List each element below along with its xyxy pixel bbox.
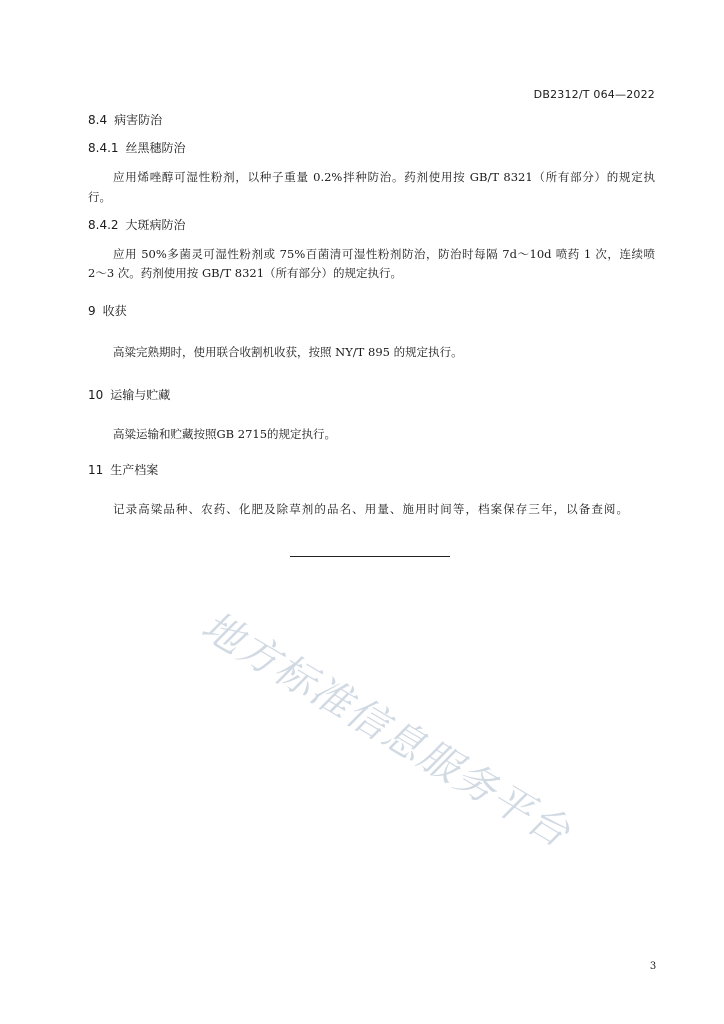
watermark-text: 地方标准信息服务平台 [193, 603, 579, 857]
section-number: 10 [88, 388, 104, 402]
section-heading-9 [88, 301, 127, 321]
section-heading-8-4 [88, 110, 162, 130]
paragraph-line: 高粱运输和贮藏按照GB 2715的规定执行。 [113, 427, 337, 441]
paragraph-line: 2～3 次。药剂使用按 GB/T 8321（所有部分）的规定执行。 [88, 266, 403, 280]
paragraph-line: 应用 50%多菌灵可湿性粉剂或 75%百菌清可湿性粉剂防治，防治时每隔 7d～10d 喷药 1 次，连续喷 [113, 247, 655, 261]
document-code-header: DB2312/T 064—2022 [533, 88, 655, 101]
section-number: 9 [88, 304, 96, 318]
section-title: 运输与贮藏 [110, 388, 171, 402]
page-number: 3 [649, 961, 657, 972]
paragraph-line: 高粱完熟期时，使用联合收割机收获，按照 NY/T 895 的规定执行。 [113, 345, 463, 359]
end-rule-divider [290, 556, 450, 557]
section-heading-10 [88, 385, 170, 405]
section-number: 8.4 [88, 113, 108, 127]
paragraph-line: 行。 [88, 190, 111, 204]
paragraph-line: 应用烯唑醇可湿性粉剂，以种子重量 0.2%拌种防治。药剂使用按 GB/T 8321（所有部分）的规定执 [113, 170, 655, 184]
section-title: 生产档案 [110, 463, 159, 477]
section-heading-8-4-1 [88, 138, 186, 158]
section-heading-8-4-2 [88, 215, 186, 235]
section-number: 11 [88, 463, 104, 477]
section-title: 收获 [102, 304, 127, 318]
section-heading-11 [88, 460, 158, 480]
section-number: 8.4.2 [88, 218, 119, 232]
paragraph-line: 记录高粱品种、农药、化肥及除草剂的品名、用量、施用时间等，档案保存三年，以备查阅。 [113, 502, 628, 516]
section-number: 8.4.1 [88, 141, 119, 155]
section-title: 病害防治 [114, 113, 163, 127]
section-title: 大斑病防治 [125, 218, 186, 232]
section-title: 丝黑穗防治 [125, 141, 186, 155]
